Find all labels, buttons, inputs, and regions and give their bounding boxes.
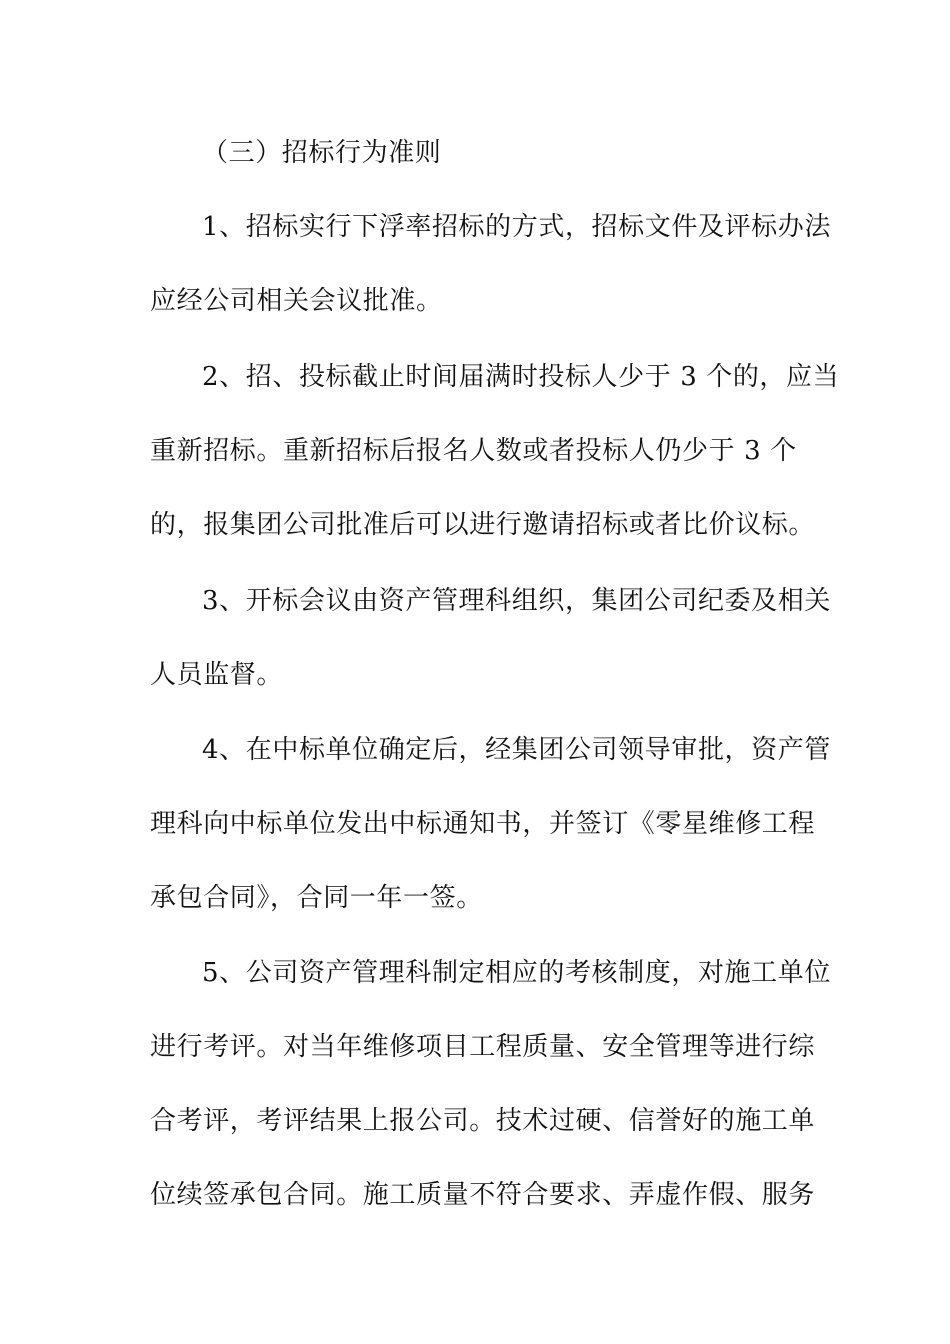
paragraph-line: 合考评，考评结果上报公司。技术过硬、信誉好的施工单 [150,1106,816,1136]
paragraph-line: 进行考评。对当年维修项目工程质量、安全管理等进行综 [150,1032,816,1062]
paragraph-line: 理科向中标单位发出中标通知书，并签订《零星维修工程 [150,809,816,839]
section-heading: （三）招标行为准则 [202,138,442,168]
paragraph-line: 2、招、投标截止时间届满时投标人少于 3 个的，应当 [202,362,840,392]
paragraph-line: 重新招标。重新招标后报名人数或者投标人仍少于 3 个 [150,436,797,466]
paragraph-line: 5、公司资产管理科制定相应的考核制度，对施工单位 [202,958,831,988]
paragraph-line: 位续签承包合同。施工质量不符合要求、弄虚作假、服务 [150,1180,816,1210]
paragraph-line: 3、开标会议由资产管理科组织，集团公司纪委及相关 [202,586,831,616]
paragraph-line: 的，报集团公司批准后可以进行邀请招标或者比价议标。 [150,510,816,540]
paragraph-line: 4、在中标单位确定后，经集团公司领导审批，资产管 [202,735,831,765]
paragraph-line: 应经公司相关会议批准。 [150,286,443,316]
paragraph-line: 人员监督。 [150,660,284,690]
paragraph-line: 1、招标实行下浮率招标的方式，招标文件及评标办法 [202,212,831,242]
paragraph-line: 承包合同》，合同一年一签。 [150,883,483,913]
